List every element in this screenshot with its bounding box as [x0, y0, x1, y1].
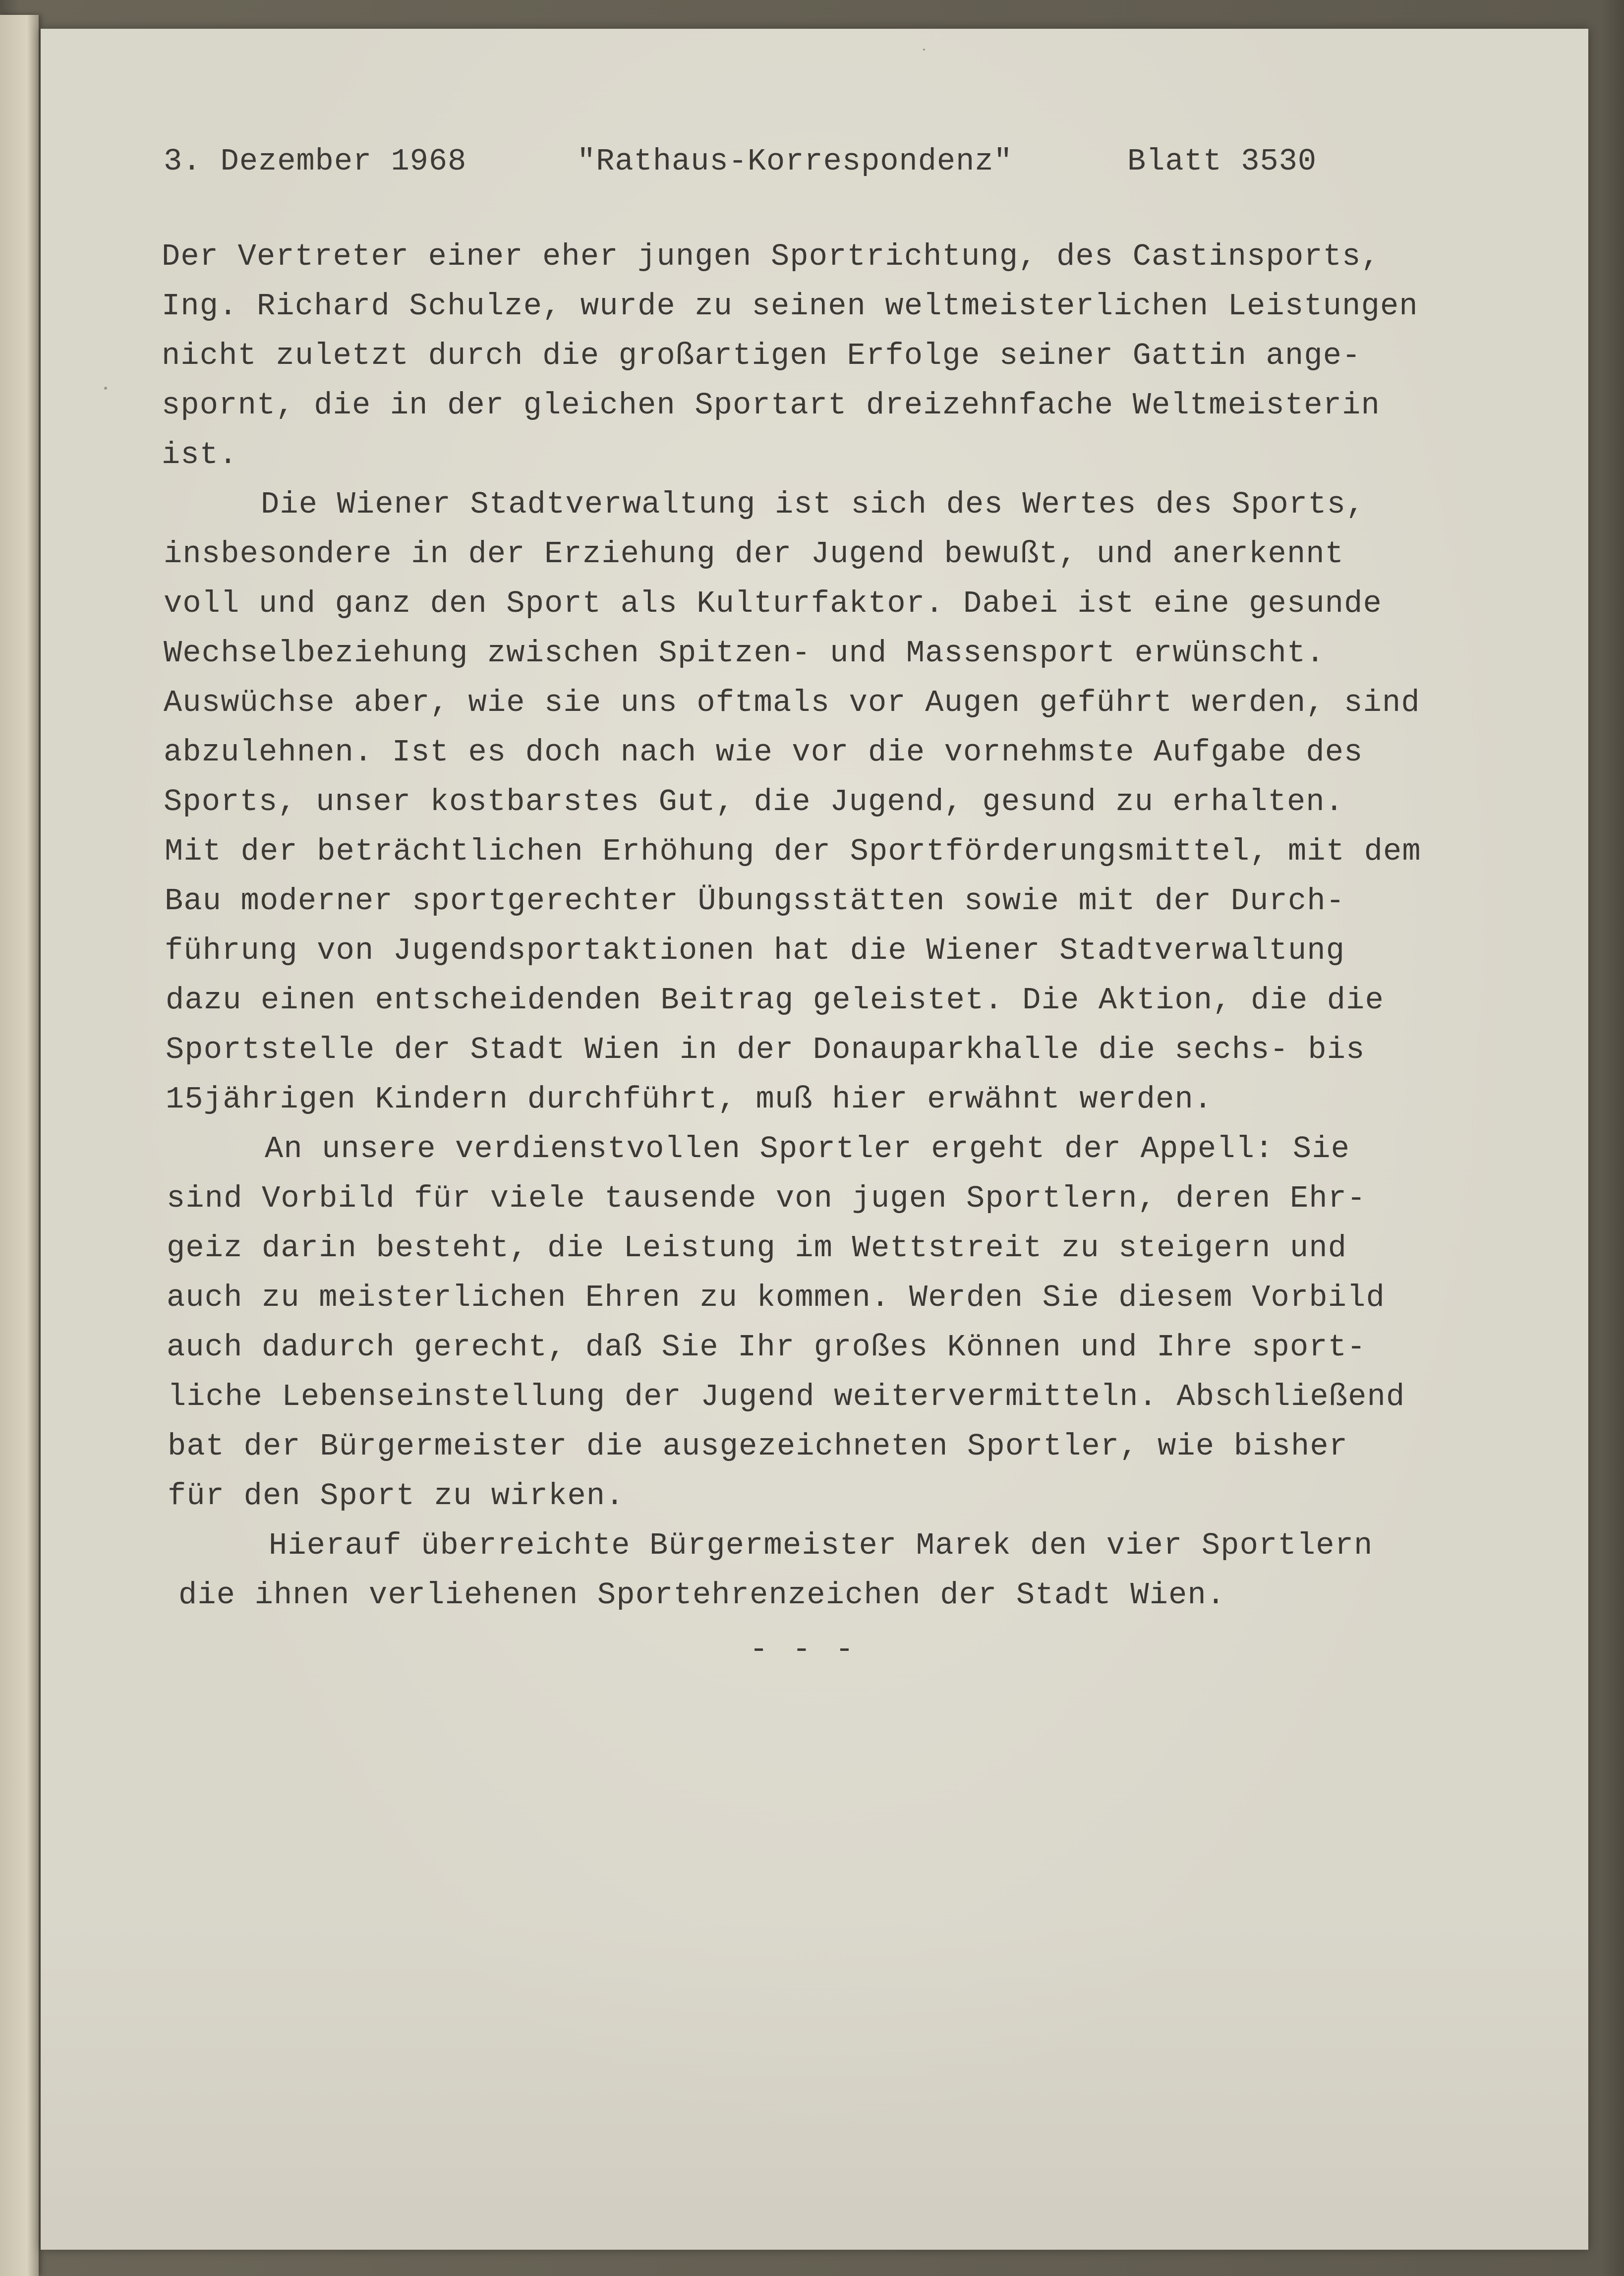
text-line: Mit der beträchtlichen Erhöhung der Sportförderungsmittel, mit dem — [165, 834, 1421, 869]
text-line: insbesondere in der Erziehung der Jugend bewußt, und anerkennt — [164, 536, 1344, 572]
text-line: bat der Bürgermeister die ausgezeichneten Sportler, wie bisher — [168, 1429, 1348, 1464]
text-line: Hierauf überreichte Bürgermeister Marek den vier Sportlern — [269, 1528, 1373, 1563]
text-line: auch dadurch gerecht, daß Sie Ihr großes Können und Ihre sport- — [167, 1330, 1366, 1365]
text-line: liche Lebenseinstellung der Jugend weitervermitteln. Abschließend — [168, 1379, 1405, 1414]
text-line: ist. — [162, 437, 238, 472]
text-line: 15jährigen Kindern durchführt, muß hier erwähnt werden. — [166, 1082, 1213, 1117]
text-line: voll und ganz den Sport als Kulturfaktor. Dabei ist eine gesunde — [164, 586, 1382, 621]
text-line: Sportstelle der Stadt Wien in der Donauparkhalle die sechs- bis — [166, 1032, 1365, 1067]
paper-speck — [104, 387, 107, 390]
document-page — [41, 29, 1588, 2250]
text-line: die ihnen verliehenen Sportehrenzeichen der Stadt Wien. — [178, 1577, 1226, 1613]
text-line: Bau moderner sportgerechter Übungsstätten sowie mit der Durch- — [165, 883, 1345, 919]
header-publication: "Rathaus-Korrespondenz" — [577, 144, 1013, 179]
text-line: abzulehnen. Ist es doch nach wie vor die vornehmste Aufgabe des — [164, 735, 1363, 770]
text-line: nicht zuletzt durch die großartigen Erfolge seiner Gattin ange- — [162, 338, 1361, 373]
text-line: Die Wiener Stadtverwaltung ist sich des Wertes des Sports, — [261, 487, 1365, 522]
text-line: Auswüchse aber, wie sie uns oftmals vor Augen geführt werden, sind — [164, 685, 1420, 720]
text-line: für den Sport zu wirken. — [168, 1478, 625, 1514]
text-line: geiz darin besteht, die Leistung im Wettstreit zu steigern und — [167, 1230, 1347, 1266]
text-line: Der Vertreter einer eher jungen Sportrichtung, des Castinsports, — [162, 239, 1380, 274]
text-line: sind Vorbild für viele tausende von jugen Sportlern, deren Ehr- — [167, 1181, 1366, 1216]
text-line: Wechselbeziehung zwischen Spitzen- und Massensport erwünscht. — [164, 636, 1325, 671]
page-header — [41, 142, 1588, 181]
header-date: 3. Dezember 1968 — [164, 144, 467, 179]
paper-speck — [923, 49, 925, 51]
text-line: dazu einen entscheidenden Beitrag geleistet. Die Aktion, die die — [166, 983, 1384, 1018]
end-of-article-mark: - - - — [750, 1632, 857, 1667]
text-line: Ing. Richard Schulze, wurde zu seinen weltmeisterlichen Leistungen — [162, 289, 1418, 324]
header-sheet-number: Blatt 3530 — [1127, 144, 1317, 179]
text-line: An unsere verdienstvollen Sportler ergeht der Appell: Sie — [265, 1131, 1350, 1167]
adjacent-page-edge — [0, 15, 39, 2276]
text-line: auch zu meisterlichen Ehren zu kommen. Werden Sie diesem Vorbild — [167, 1280, 1385, 1315]
text-line: Sports, unser kostbarstes Gut, die Jugend, gesund zu erhalten. — [164, 784, 1344, 819]
text-line: spornt, die in der gleichen Sportart dreizehnfache Weltmeisterin — [162, 388, 1380, 423]
text-line: führung von Jugendsportaktionen hat die Wiener Stadtverwaltung — [165, 933, 1345, 968]
